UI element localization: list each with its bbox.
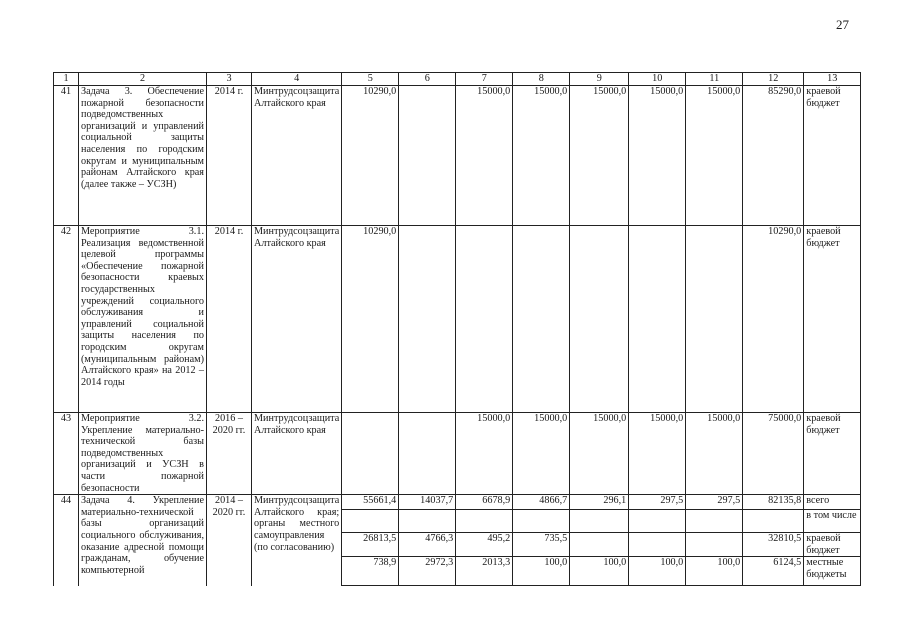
funding-source: краевой бюджет (804, 413, 861, 495)
executor: Минтрудсоцзащита Алтайского края (252, 226, 342, 413)
funding-source: в том числе (804, 510, 861, 533)
table-row (54, 86, 861, 226)
amount-cell (513, 510, 570, 533)
row-number: 44 (54, 495, 79, 586)
amount-cell (399, 226, 456, 413)
amount-cell: 14037,7 (399, 495, 456, 510)
amount-cell: 495,2 (456, 533, 513, 557)
amount-cell (629, 510, 686, 533)
funding-source: всего (804, 495, 861, 510)
funding-source: местные бюджеты (804, 557, 861, 586)
amount-cell: 15000,0 (570, 86, 629, 226)
period: 2014 г. (207, 86, 252, 226)
table-row (54, 495, 861, 510)
amount-cell: 15000,0 (513, 86, 570, 226)
amount-cell: 15000,0 (570, 413, 629, 495)
funding-source: краевой бюджет (804, 226, 861, 413)
column-number: 1 (54, 73, 79, 86)
amount-cell (686, 226, 743, 413)
row-number: 42 (54, 226, 79, 413)
column-number: 6 (399, 73, 456, 86)
task-name: Задача 4. Укрепление материально-технической базы организаций социального обслуживания, оказание адресной помощи гражданам, обучение компьютерной (79, 495, 207, 586)
amount-cell: 15000,0 (686, 413, 743, 495)
amount-cell (456, 226, 513, 413)
amount-cell: 15000,0 (629, 86, 686, 226)
page-number: 27 (836, 17, 849, 32)
amount-cell: 15000,0 (456, 413, 513, 495)
row-number: 41 (54, 86, 79, 226)
amount-cell: 4766,3 (399, 533, 456, 557)
column-number: 10 (629, 73, 686, 86)
amount-cell: 55661,4 (342, 495, 399, 510)
row-number: 43 (54, 413, 79, 495)
period: 2014 – 2020 гг. (207, 495, 252, 586)
amount-cell: 26813,5 (342, 533, 399, 557)
amount-cell: 297,5 (629, 495, 686, 510)
amount-cell (399, 510, 456, 533)
amount-cell: 10290,0 (342, 226, 399, 413)
total-cell: 32810,5 (743, 533, 804, 557)
column-number: 4 (252, 73, 342, 86)
amount-cell (342, 510, 399, 533)
amount-cell: 15000,0 (513, 413, 570, 495)
column-number: 8 (513, 73, 570, 86)
task-name: Задача 3. Обеспечение пожарной безопасности подведомственных организаций и управлений социальной защиты населения по городским округам и муниципальным районам Алтайского края (далее также – УСЗН) (79, 86, 207, 226)
amount-cell (686, 533, 743, 557)
amount-cell: 735,5 (513, 533, 570, 557)
total-cell: 75000,0 (743, 413, 804, 495)
amount-cell: 2013,3 (456, 557, 513, 586)
table-row (54, 226, 861, 413)
amount-cell: 15000,0 (456, 86, 513, 226)
budget-table (53, 72, 861, 586)
amount-cell: 297,5 (686, 495, 743, 510)
amount-cell: 738,9 (342, 557, 399, 586)
amount-cell (342, 413, 399, 495)
amount-cell: 10290,0 (342, 86, 399, 226)
column-number: 12 (743, 73, 804, 86)
amount-cell: 15000,0 (686, 86, 743, 226)
column-number: 5 (342, 73, 399, 86)
amount-cell (629, 533, 686, 557)
total-cell: 85290,0 (743, 86, 804, 226)
executor: Минтрудсоцзащита Алтайского края (252, 413, 342, 495)
amount-cell: 6678,9 (456, 495, 513, 510)
column-number: 7 (456, 73, 513, 86)
period: 2016 – 2020 гг. (207, 413, 252, 495)
amount-cell: 4866,7 (513, 495, 570, 510)
amount-cell: 2972,3 (399, 557, 456, 586)
funding-source: краевой бюджет (804, 86, 861, 226)
amount-cell (570, 226, 629, 413)
column-number: 9 (570, 73, 629, 86)
measure-name: Мероприятие 3.1. Реализация ведомственной целевой программы «Обеспечение пожарной безопасности краевых государственных учреждений социального обслуживания и управлений социальной защиты населения по городским округам (муниципальным районам) Алтайского края» на 2012 – 2014 годы (79, 226, 207, 413)
executor: Минтрудсоцзащита Алтайского края (252, 86, 342, 226)
executor: Минтрудсоцзащита Алтайского края; органы местного самоуправления (по согласованию) (252, 495, 342, 586)
amount-cell (629, 226, 686, 413)
amount-cell (399, 413, 456, 495)
amount-cell (686, 510, 743, 533)
amount-cell (570, 510, 629, 533)
column-number: 3 (207, 73, 252, 86)
total-cell: 6124,5 (743, 557, 804, 586)
total-cell (743, 510, 804, 533)
measure-name: Мероприятие 3.2. Укрепление материально-технической базы подведомственных организаций и УСЗН в части пожарной безопасности (79, 413, 207, 495)
column-number: 11 (686, 73, 743, 86)
total-cell: 82135,8 (743, 495, 804, 510)
amount-cell (513, 226, 570, 413)
total-cell: 10290,0 (743, 226, 804, 413)
amount-cell: 296,1 (570, 495, 629, 510)
column-number: 2 (79, 73, 207, 86)
amount-cell: 100,0 (570, 557, 629, 586)
amount-cell: 100,0 (686, 557, 743, 586)
period: 2014 г. (207, 226, 252, 413)
amount-cell (456, 510, 513, 533)
funding-source: краевой бюджет (804, 533, 861, 557)
column-number: 13 (804, 73, 861, 86)
amount-cell: 100,0 (513, 557, 570, 586)
amount-cell (399, 86, 456, 226)
amount-cell: 15000,0 (629, 413, 686, 495)
table-row (54, 413, 861, 495)
column-number-row (54, 73, 861, 86)
amount-cell (570, 533, 629, 557)
amount-cell: 100,0 (629, 557, 686, 586)
